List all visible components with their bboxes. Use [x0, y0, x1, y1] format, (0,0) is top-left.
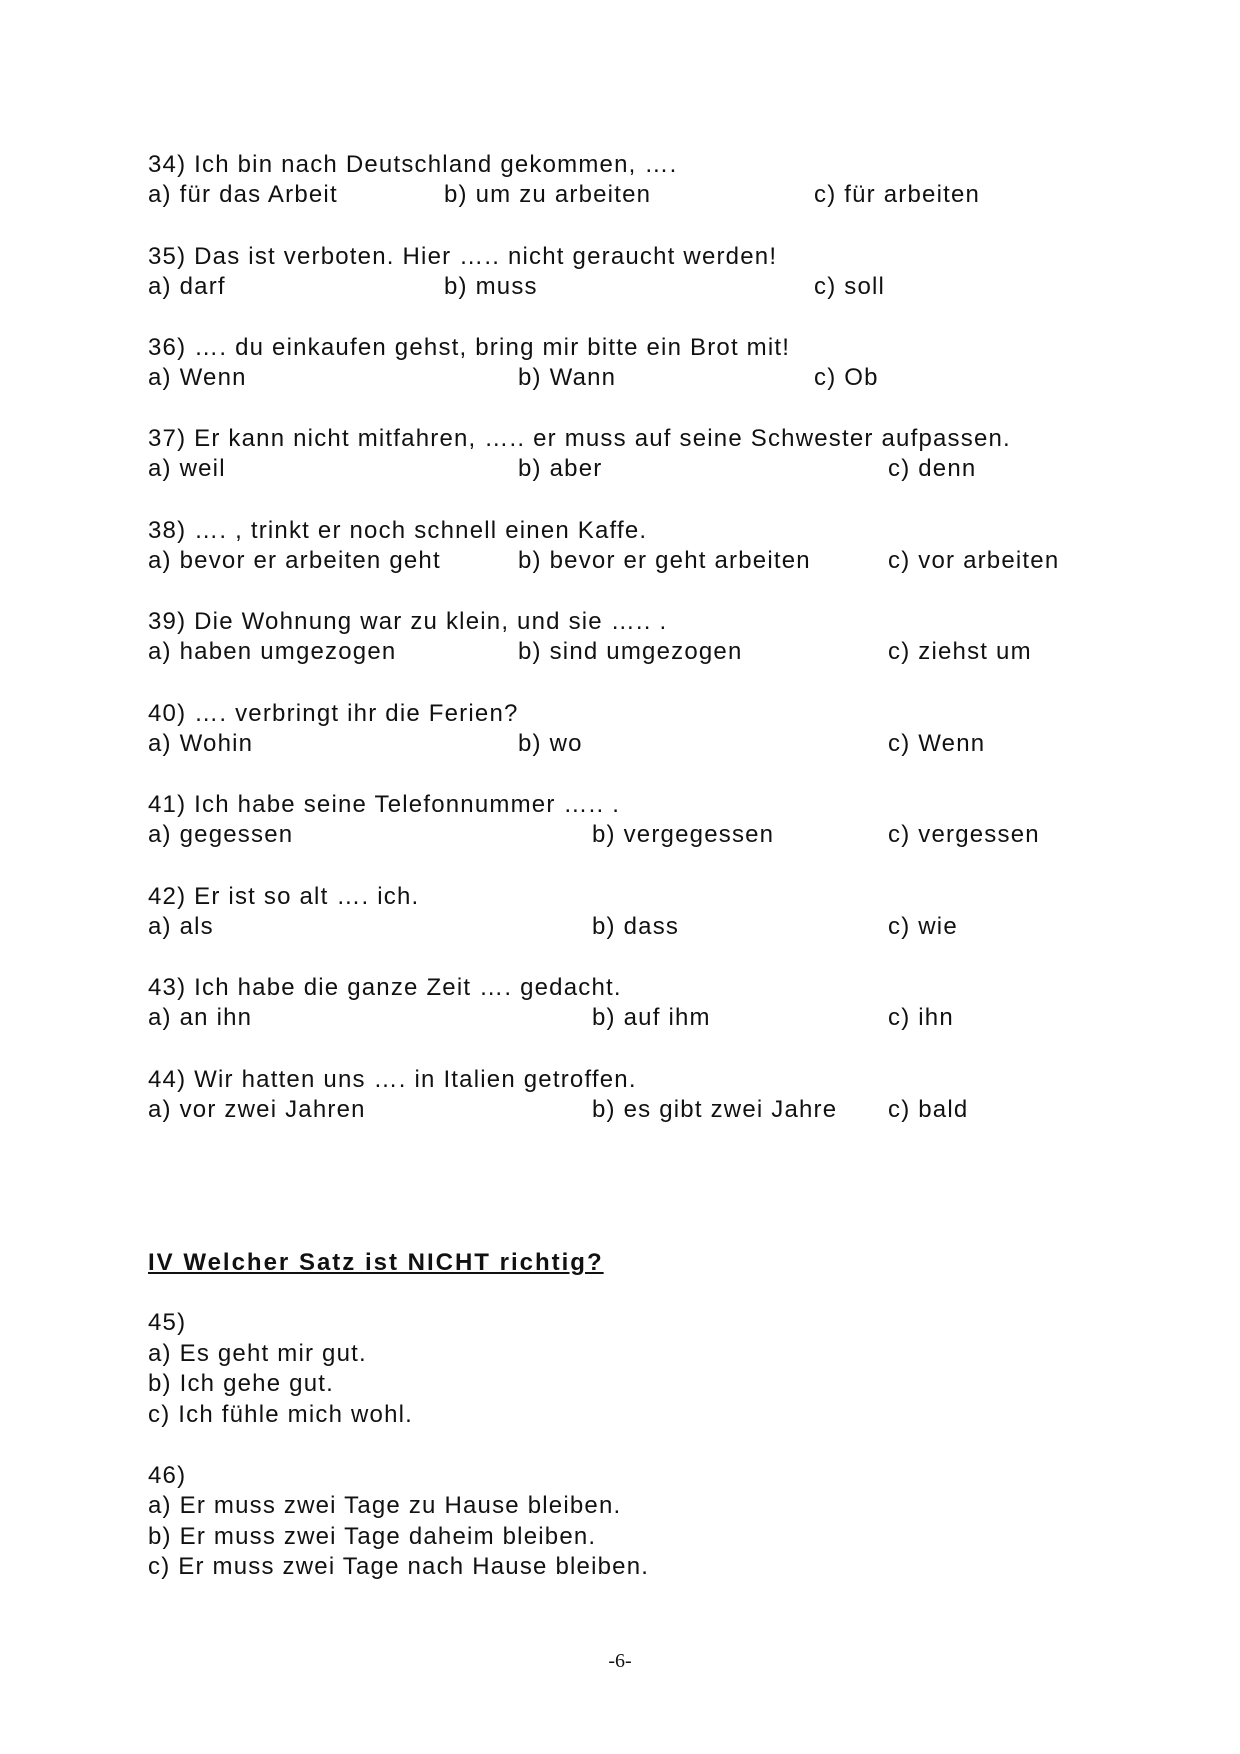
question-prompt: 36) …. du einkaufen gehst, bring mir bitte ein Brot mit!	[148, 334, 791, 361]
option-a: a) darf	[148, 273, 226, 300]
question-prompt: 34) Ich bin nach Deutschland gekommen, ….	[148, 151, 678, 178]
option-a: a) für das Arbeit	[148, 181, 338, 208]
statement-b: b) Er muss zwei Tage daheim bleiben.	[148, 1523, 597, 1550]
option-a: a) weil	[148, 455, 226, 482]
option-b: b) sind umgezogen	[518, 638, 743, 665]
option-b: b) muss	[444, 273, 538, 300]
statement-a: a) Es geht mir gut.	[148, 1340, 367, 1367]
option-b: b) aber	[518, 455, 603, 482]
option-c: c) ihn	[888, 1004, 954, 1031]
statement-a: a) Er muss zwei Tage zu Hause bleiben.	[148, 1492, 622, 1519]
statement-b: b) Ich gehe gut.	[148, 1370, 334, 1397]
page-number: -6-	[608, 1650, 632, 1672]
question-prompt: 43) Ich habe die ganze Zeit …. gedacht.	[148, 974, 622, 1001]
statement-c: c) Ich fühle mich wohl.	[148, 1401, 414, 1428]
option-c: c) vor arbeiten	[888, 547, 1060, 574]
option-a: a) vor zwei Jahren	[148, 1096, 366, 1123]
option-c: c) soll	[814, 273, 886, 300]
option-c: c) ziehst um	[888, 638, 1032, 665]
option-c: c) bald	[888, 1096, 969, 1123]
option-b: b) wo	[518, 730, 583, 757]
option-c: c) wie	[888, 913, 958, 940]
question-prompt: 38) …. , trinkt er noch schnell einen Kaffe.	[148, 517, 648, 544]
option-b: b) bevor er geht arbeiten	[518, 547, 811, 574]
option-c: c) Wenn	[888, 730, 986, 757]
option-b: b) um zu arbeiten	[444, 181, 652, 208]
option-a: a) als	[148, 913, 214, 940]
question-prompt: 42) Er ist so alt …. ich.	[148, 883, 420, 910]
option-c: c) für arbeiten	[814, 181, 981, 208]
option-b: b) auf ihm	[592, 1004, 711, 1031]
question-prompt: 37) Er kann nicht mitfahren, ….. er muss auf seine Schwester aufpassen.	[148, 425, 1011, 452]
option-a: a) gegessen	[148, 821, 294, 848]
option-b: b) vergegessen	[592, 821, 775, 848]
section-heading: IV Welcher Satz ist NICHT richtig?	[148, 1249, 604, 1276]
option-a: a) Wohin	[148, 730, 254, 757]
option-a: a) haben umgezogen	[148, 638, 397, 665]
question-prompt: 39) Die Wohnung war zu klein, und sie ….. .	[148, 608, 668, 635]
question-prompt: 35) Das ist verboten. Hier ….. nicht geraucht werden!	[148, 243, 778, 270]
option-c: c) Ob	[814, 364, 879, 391]
item-number: 46)	[148, 1462, 187, 1489]
option-a: a) an ihn	[148, 1004, 253, 1031]
option-b: b) dass	[592, 913, 680, 940]
statement-c: c) Er muss zwei Tage nach Hause bleiben.	[148, 1553, 650, 1580]
question-prompt: 40) …. verbringt ihr die Ferien?	[148, 700, 519, 727]
option-a: a) Wenn	[148, 364, 247, 391]
question-prompt: 44) Wir hatten uns …. in Italien getroffen.	[148, 1066, 637, 1093]
option-b: b) es gibt zwei Jahre	[592, 1096, 838, 1123]
option-a: a) bevor er arbeiten geht	[148, 547, 441, 574]
question-prompt: 41) Ich habe seine Telefonnummer ….. .	[148, 791, 621, 818]
option-c: c) vergessen	[888, 821, 1040, 848]
item-number: 45)	[148, 1309, 187, 1336]
option-c: c) denn	[888, 455, 977, 482]
option-b: b) Wann	[518, 364, 617, 391]
